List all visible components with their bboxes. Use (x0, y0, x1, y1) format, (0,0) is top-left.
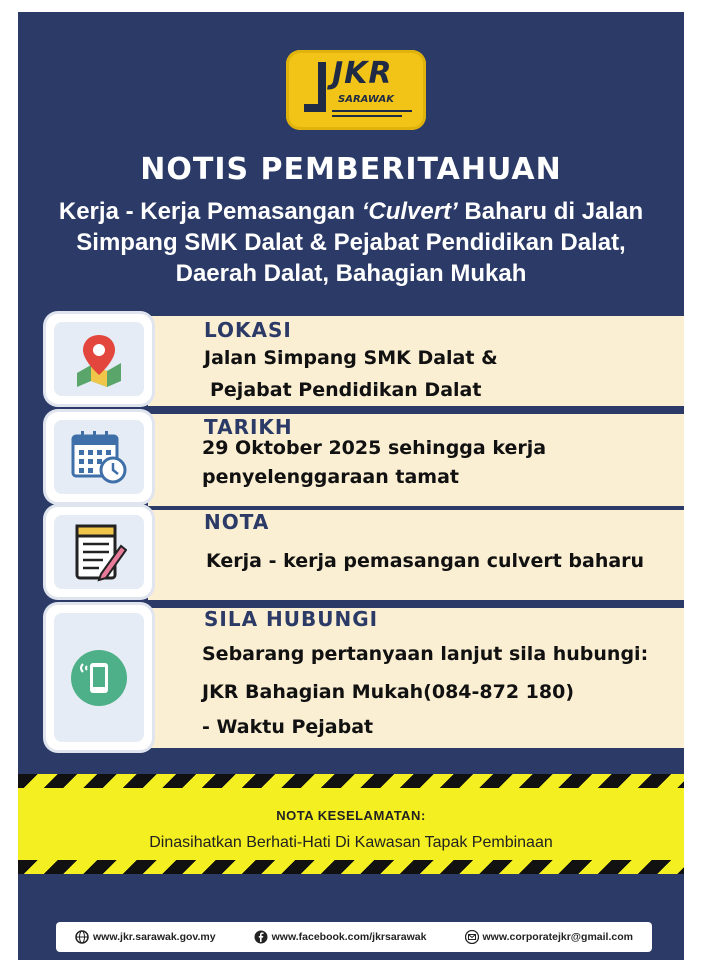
notepad-pencil-icon (71, 522, 127, 582)
notice-subtitle (48, 196, 654, 289)
subtitle-emphasis: ‘Culvert’ (361, 198, 458, 225)
facebook-item[interactable] (254, 930, 427, 944)
tarikh-line2: penyelenggaraan tamat (202, 466, 459, 488)
nota-icon-card (46, 507, 152, 597)
lokasi-line2: Pejabat Pendidikan Dalat (210, 379, 482, 401)
notice-poster (18, 12, 684, 960)
map-pin-icon (71, 331, 127, 387)
tarikh-line1: 29 Oktober 2025 sehingga kerja (202, 437, 547, 459)
logo-wave-line (332, 115, 402, 117)
facebook-link[interactable]: www.facebook.com/jkrsarawak (271, 931, 427, 943)
website-item[interactable] (75, 930, 216, 944)
subtitle-part2: Baharu di Jalan Simpang SMK Dalat & Pejabat Pendidikan Dalat, Daerah Dalat, Bahagian Mukah (76, 198, 644, 287)
email-link[interactable]: www.corporatejkr@gmail.com (482, 931, 633, 943)
phone-icon (69, 648, 129, 708)
logo-brand-text: JKR (332, 56, 393, 91)
safety-text: Dinasihatkan Berhati-Hati Di Kawasan Tapak Pembinaan (149, 834, 553, 851)
nota-label: NOTA (204, 510, 270, 534)
tarikh-label: TARIKH (204, 415, 293, 439)
safety-title: NOTA KESELAMATAN: (276, 808, 426, 823)
hazard-stripe-top (18, 774, 684, 788)
contact-footer (56, 922, 652, 952)
hubungi-label: SILA HUBUNGI (204, 607, 379, 631)
hazard-stripe-bottom (18, 860, 684, 874)
hubungi-line1: Sebarang pertanyaan lanjut sila hubungi: (202, 643, 649, 665)
lokasi-line1: Jalan Simpang SMK Dalat & (204, 347, 498, 369)
notice-headline: NOTIS PEMBERITAHUAN (140, 152, 562, 187)
calendar-clock-icon (69, 428, 129, 486)
hubungi-line3: - Waktu Pejabat (202, 716, 374, 738)
hubungi-line2: JKR Bahagian Mukah(084-872 180) (202, 681, 575, 703)
subtitle-part1: Kerja - Kerja Pemasangan (58, 198, 362, 225)
lokasi-label: LOKASI (204, 318, 292, 342)
mail-icon (465, 930, 479, 944)
globe-icon (75, 930, 89, 944)
logo-j-base (304, 104, 326, 112)
facebook-icon (254, 930, 268, 944)
logo-wave-line (332, 110, 412, 112)
jkr-logo (286, 50, 426, 130)
logo-sub-text: SARAWAK (338, 94, 394, 105)
hubungi-icon-card (46, 605, 152, 750)
website-link[interactable]: www.jkr.sarawak.gov.my (93, 931, 216, 943)
lokasi-icon-card (46, 314, 152, 404)
nota-line1: Kerja - kerja pemasangan culvert baharu (206, 550, 645, 572)
email-item[interactable] (465, 930, 633, 944)
tarikh-icon-card (46, 412, 152, 502)
